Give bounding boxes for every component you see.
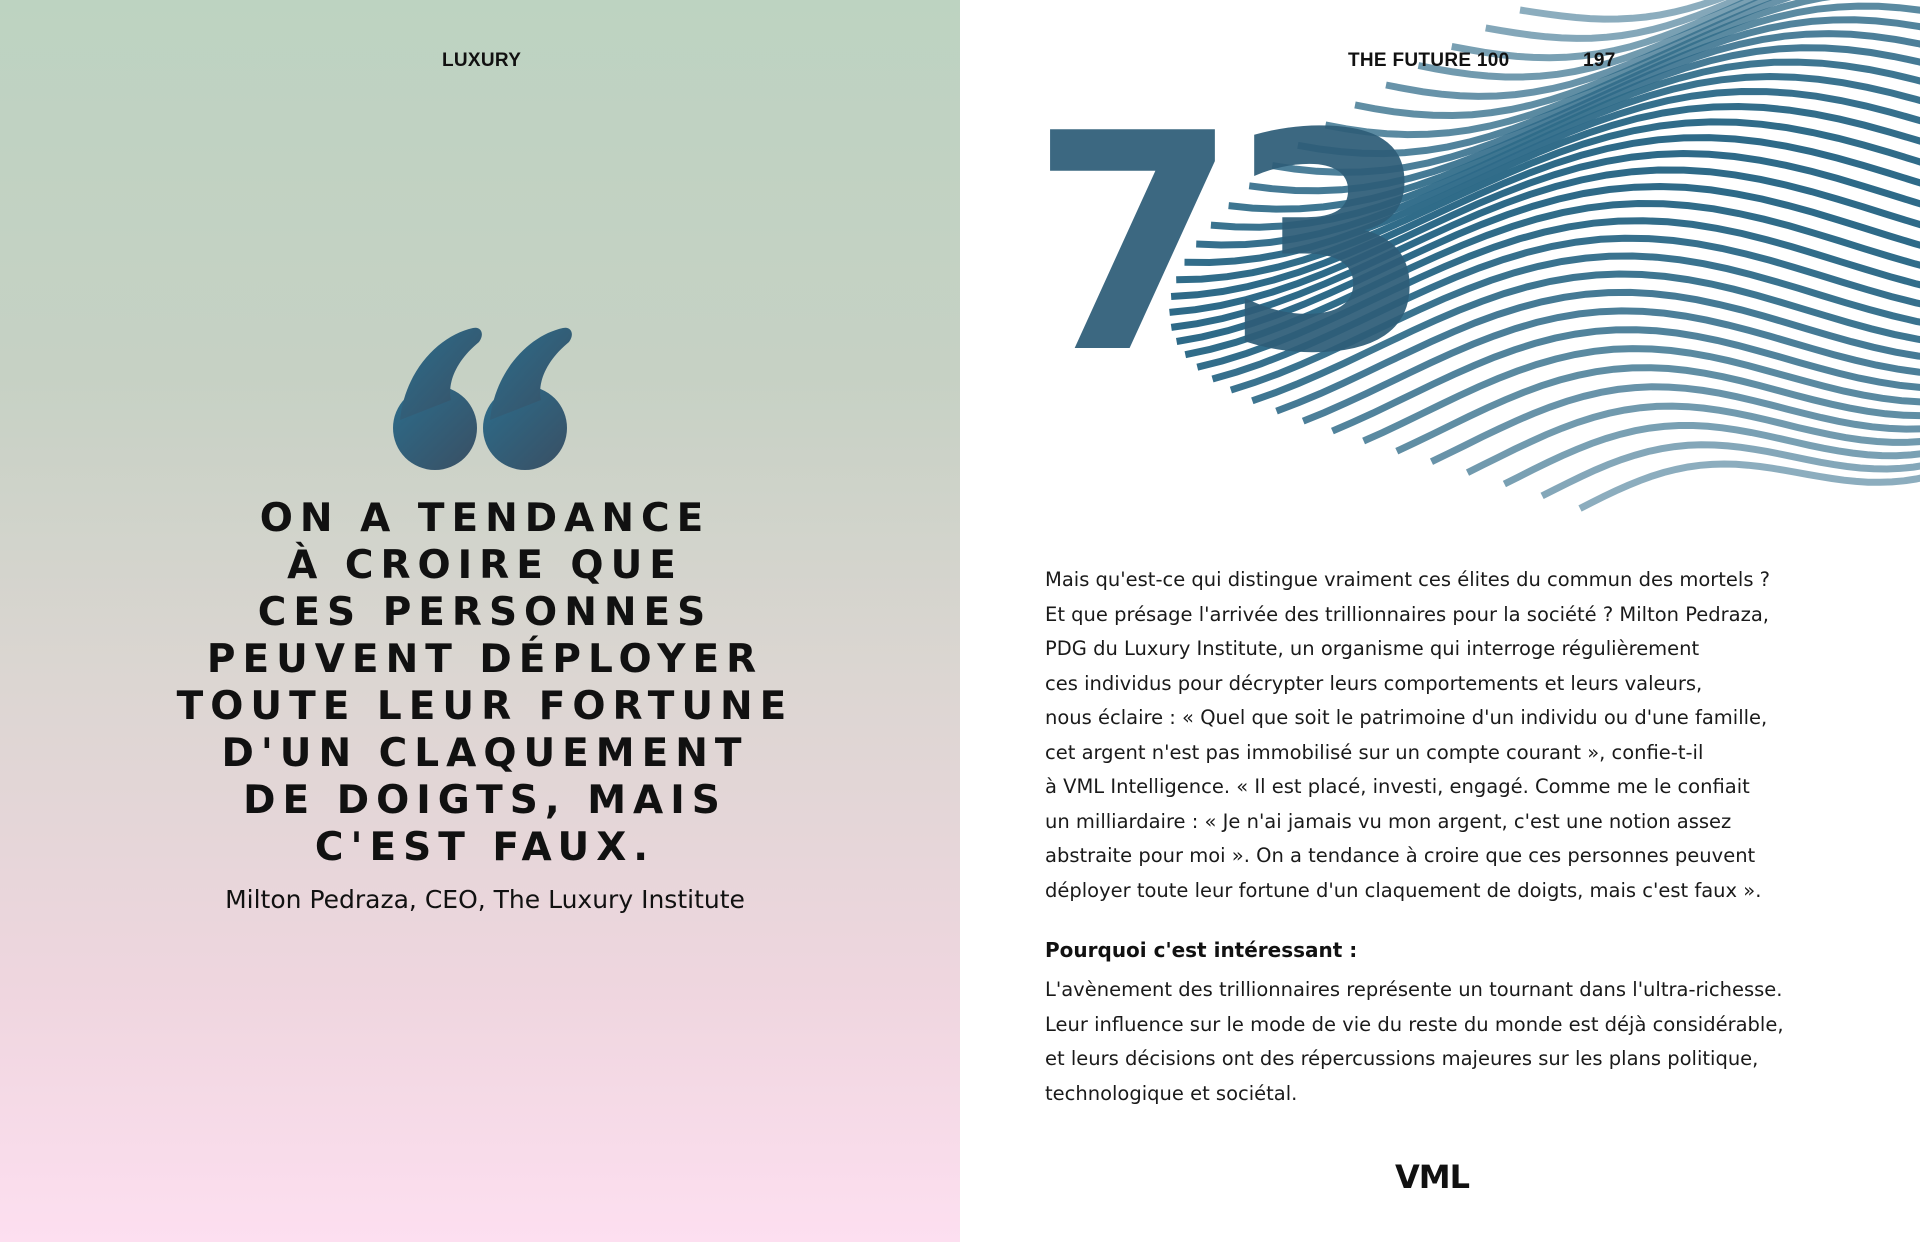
text-line: Leur influence sur le mode de vie du reste du monde est déjà considérable, (1045, 1012, 1784, 1036)
text-line: ces individus pour décrypter leurs comportements et leurs valeurs, (1045, 671, 1703, 695)
page-number: 197 (1583, 50, 1616, 71)
trend-number: 73 (1030, 70, 1420, 419)
text-line: et leurs décisions ont des répercussions majeures sur les plans politique, (1045, 1047, 1759, 1070)
text-line: Mais qu'est-ce qui distingue vraiment ces élites du commun des mortels ? (1045, 568, 1771, 591)
quote-line: DE DOIGTS, MAIS (243, 778, 727, 823)
text-line: un milliardaire : « Je n'ai jamais vu mon argent, c'est une notion assez (1045, 809, 1732, 833)
quotation-mark-icon (385, 320, 585, 480)
quote-line: À CROIRE QUE (287, 543, 683, 588)
quote-line: ON A TENDANCE (259, 496, 711, 541)
quote-line: PEUVENT DÉPLOYER (206, 637, 764, 682)
wave-line (1504, 426, 1920, 485)
quote-line: D'UN CLAQUEMENT (221, 731, 749, 776)
text-line: déployer toute leur fortune d'un claquement de doigts, mais c'est faux ». (1045, 878, 1762, 902)
text-line: PDG du Luxury Institute, un organisme qui interroge régulièrement (1045, 637, 1700, 660)
quote-line: CES PERSONNES (257, 590, 713, 635)
body-paragraph (1045, 973, 1865, 1111)
text-line: abstraite pour moi ». On a tendance à croire que ces personnes peuvent (1045, 844, 1756, 867)
text-line: L'avènement des trillionnaires représente un tournant dans l'ultra-richesse. (1045, 978, 1783, 1001)
text-line: nous éclaire : « Quel que soit le patrimoine d'un individu ou d'une famille, (1045, 706, 1768, 729)
right-page (960, 0, 1920, 1242)
vml-logo: VML (1395, 1158, 1469, 1196)
publication-title: THE FUTURE 100 (1348, 50, 1510, 71)
text-line: à VML Intelligence. « Il est placé, investi, engagé. Comme me le confiait (1045, 775, 1750, 798)
body-paragraph (1045, 563, 1865, 908)
pull-quote (130, 495, 840, 871)
text-line: cet argent n'est pas immobilisé sur un compte courant », confie-t-il (1045, 740, 1704, 764)
quote-attribution: Milton Pedraza, CEO, The Luxury Institute (225, 885, 745, 914)
section-label: LUXURY (442, 50, 522, 71)
quote-line: TOUTE LEUR FORTUNE (176, 684, 794, 729)
text-line: Et que présage l'arrivée des trillionnaires pour la société ? Milton Pedraza, (1045, 602, 1769, 626)
subheading: Pourquoi c'est intéressant : (1045, 938, 1358, 962)
quote-line: C'EST FAUX. (314, 825, 656, 870)
text-line: technologique et sociétal. (1045, 1081, 1298, 1105)
